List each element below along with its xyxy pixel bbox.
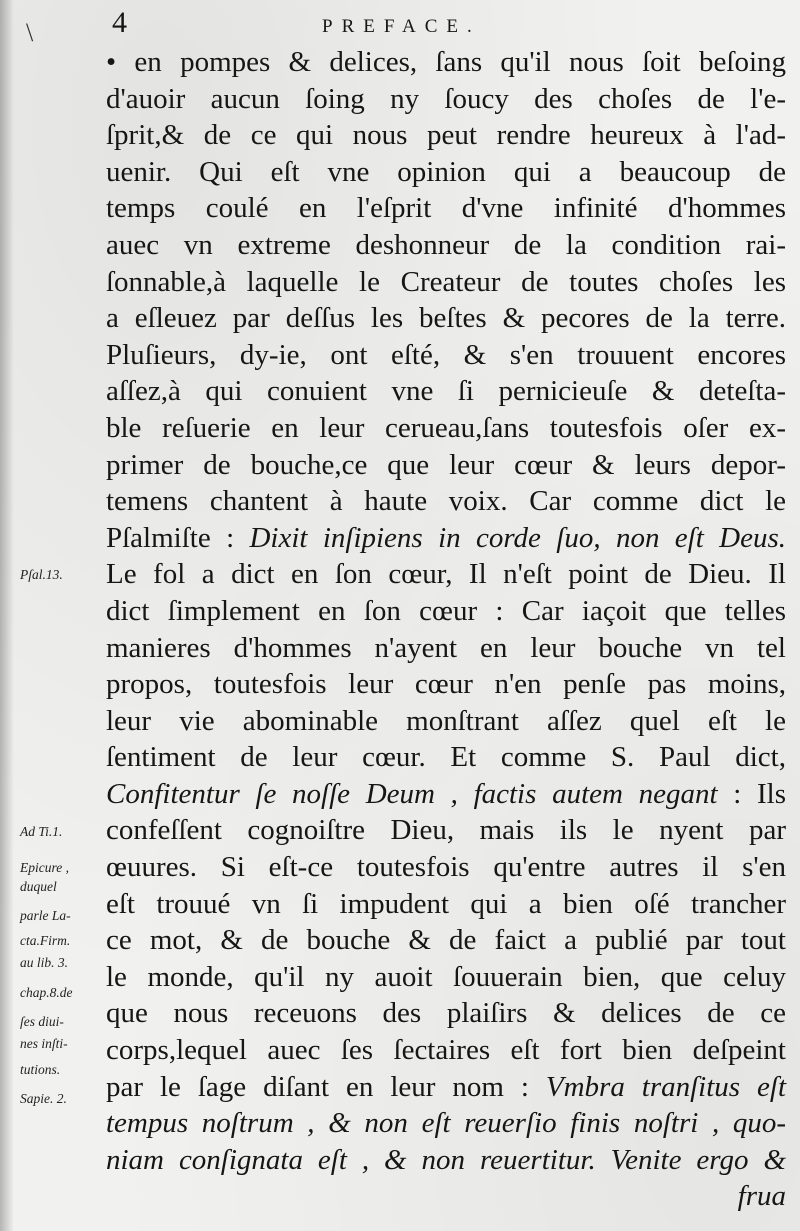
line-text: confeſſent cognoiſtre Dieu, mais ils le nyent par [106,814,786,847]
line-text: le monde, qu'il ny auoit ſouuerain bien, que celuy [106,960,786,993]
marginal-note: au lib. 3. [20,955,69,971]
marginal-note: duquel [20,878,57,894]
text-line [106,447,786,484]
text-line [106,1069,786,1106]
text-line [106,117,786,154]
text-line [106,410,786,447]
marginal-note: Sapie. 2. [20,1090,67,1106]
text-line [106,959,786,996]
line-prefix: Pſalmiſte : [106,521,250,554]
line-text: ble reſuerie en leur cerueau,ſans toutesfois oſer ex- [106,411,786,444]
line-text: d'auoir aucun ſoing ny ſoucy des choſes de l'e- [106,82,786,115]
marginal-note: chap.8.de [20,984,73,1000]
text-line [106,44,786,81]
text-line [106,337,786,374]
line-text: Le fol a dict en ſon cœur, Il n'eſt point de Dieu. Il [106,558,786,591]
text-line [106,666,786,703]
text-line [106,886,786,923]
line-text: temps coulé en l'eſprit d'vne infinité d'hommes [106,192,786,225]
line-text: ce mot, & de bouche & de faict a publié par tout [106,924,786,957]
line-text: Pluſieurs, dy-ie, ont eſté, & s'en trouuent encores [106,338,786,371]
text-line [106,593,786,630]
gutter-shadow [0,0,14,1231]
latin-quotation: niam conſignata eſt , & non reuertitur. Venite ergo & [106,1143,786,1176]
line-text: temens chantent à haute voix. Car comme dict le [106,485,786,518]
line-text: que nous receuons des plaiſirs & delices de ce [106,997,786,1030]
latin-quotation: frua [737,1180,786,1213]
body-text [106,44,786,1215]
line-text: ſprit,& de ce qui nous peut rendre heureux à l'ad- [106,119,786,152]
marginal-note: cta.Firm. [20,933,71,949]
line-text: leur vie abominable monſtrant aſſez quel eſt le [106,704,786,737]
line-text: propos, toutesfois leur cœur n'en penſe pas moins, [106,668,786,701]
line-text: ſonnable,à laquelle le Createur de toutes choſes les [106,265,786,298]
line-text: eſt trouué vn ſi impudent qui a bien oſé trancher [106,887,786,920]
text-line [106,264,786,301]
latin-quotation: tempus noſtrum , & non eſt reuerſio finis noſtri , quo- [106,1107,786,1140]
text-line [106,922,786,959]
line-text: dict ſimplement en ſon cœur : Car iaçoit que telles [106,594,786,627]
marginal-note: ſes diui- [20,1013,64,1029]
text-line [106,81,786,118]
text-line [106,1142,786,1179]
text-line [106,190,786,227]
text-line [106,1105,786,1142]
latin-quotation: Confitentur ſe noſſe Deum , factis autem negant [106,777,718,810]
text-line [106,556,786,593]
line-text: primer de bouche,ce que leur cœur & leurs depor- [106,448,786,481]
line-text: auec vn extreme deshonneur de la condition rai- [106,228,786,261]
line-text: ſentiment de leur cœur. Et comme S. Paul dict, [106,741,786,774]
text-line [106,1032,786,1069]
page-number: 4 [112,6,127,39]
marginal-note: Pſal.13. [20,567,63,583]
marginal-note: nes inſti- [20,1035,68,1051]
corner-mark: \ [26,18,34,47]
line-text: corps,lequel auec ſes ſectaires eſt fort bien deſpeint [106,1034,786,1067]
text-line [106,300,786,337]
text-line [106,739,786,776]
line-text: a eſleuez par deſſus les beſtes & pecores de la terre. [106,302,786,335]
text-line [106,849,786,886]
latin-quotation: Vmbra tranſitus eſt [545,1070,786,1103]
latin-quotation: Dixit inſipiens in corde ſuo, non eſt Deus. [249,521,786,554]
line-text: manieres d'hommes n'ayent en leur bouche vn tel [106,631,786,664]
marginal-note: parle La- [20,907,71,923]
text-line [106,703,786,740]
line-text: : Ils [717,777,787,810]
running-title: PREFACE. [322,16,481,37]
line-text: • en pompes & delices, ſans qu'il nous ſoit beſoing [106,46,786,78]
text-line [106,483,786,520]
marginal-note: Ad Ti.1. [20,823,63,839]
text-line [106,520,786,557]
text-line [106,1178,786,1215]
text-line [106,227,786,264]
line-text: aſſez,à qui conuient vne ſi pernicieuſe & deteſta- [106,375,786,408]
marginal-note: tutions. [20,1061,61,1077]
text-line [106,776,786,813]
text-line [106,154,786,191]
text-line [106,373,786,410]
line-text: uenir. Qui eſt vne opinion qui a beaucoup de [106,155,786,188]
text-line [106,630,786,667]
text-line [106,812,786,849]
line-prefix: par le ſage diſant en leur nom : [106,1070,546,1103]
marginal-note: Epicure , [20,860,69,876]
line-text: œuures. Si eſt-ce toutesfois qu'entre autres il s'en [106,851,786,884]
text-line [106,995,786,1032]
